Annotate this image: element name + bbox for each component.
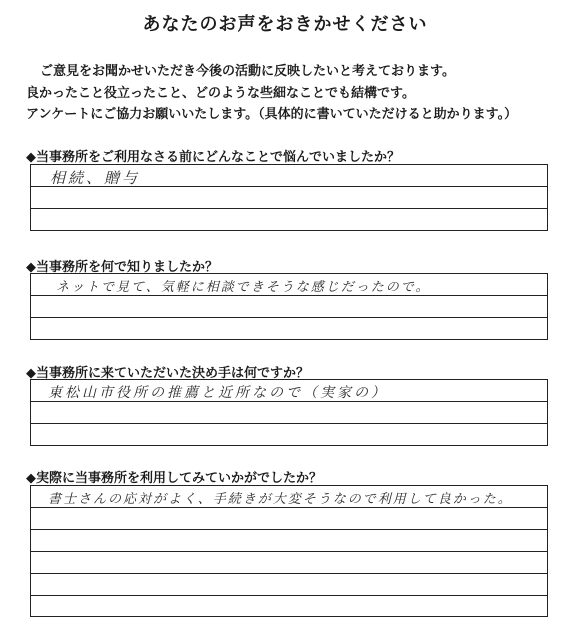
question-1-answer: 相続、贈与: [50, 169, 141, 187]
question-4-answer: 書士さんの応対がよく、手続きが大変そうなので利用して良かった。: [48, 492, 513, 507]
answer-line: [30, 507, 548, 508]
question-1-answer-box: [30, 164, 548, 231]
answer-line: [30, 230, 548, 231]
answer-line: [30, 164, 548, 165]
answer-line: [30, 595, 548, 596]
answer-line: [30, 573, 548, 574]
answer-line: [30, 423, 548, 424]
answer-line: [30, 485, 548, 486]
question-2-answer: ネットで見て、気軽に相談できそうな感じだったので。: [56, 280, 431, 295]
question-2-answer-box: [30, 273, 548, 340]
question-1-label: ◆当事務所をご利用なさる前にどんなことで悩んでいましたか？: [26, 150, 400, 165]
answer-line: [30, 295, 548, 296]
question-4-label: ◆実際に当事務所を利用してみていかがでしたか？: [26, 471, 322, 486]
answer-line: [30, 273, 548, 274]
intro-line-1: ご意見をお聞かせいただき今後の活動に反映したいと考えております。: [40, 64, 455, 79]
answer-box-left-edge: [30, 273, 31, 340]
answer-line: [30, 616, 548, 617]
answer-box-left-edge: [30, 379, 31, 446]
survey-title: あなたのお声をおきかせください: [142, 14, 428, 35]
answer-line: [30, 339, 548, 340]
answer-box-right-edge: [547, 379, 548, 446]
question-3-label: ◆当事務所に来ていただいた決め手は何ですか？: [26, 366, 309, 381]
answer-line: [30, 529, 548, 530]
answer-line: [30, 208, 548, 209]
intro-line-2: 良かったこと役立ったこと、どのような些細なことでも結構です。: [26, 86, 415, 101]
question-3-answer-box: [30, 379, 548, 446]
answer-line: [30, 379, 548, 380]
answer-line: [30, 445, 548, 446]
answer-line: [30, 551, 548, 552]
question-2-label: ◆当事務所を何で知りましたか？: [26, 260, 218, 275]
answer-box-right-edge: [547, 164, 548, 231]
answer-line: [30, 317, 548, 318]
answer-box-right-edge: [547, 273, 548, 340]
intro-line-3: アンケートにご協力お願いいたします。（具体的に書いていただけると助かります。）: [26, 107, 518, 122]
question-4-answer-box: [30, 485, 548, 617]
answer-box-left-edge: [30, 164, 31, 231]
question-3-answer: 東松山市役所の推薦と近所なので（実家の）: [48, 385, 388, 401]
